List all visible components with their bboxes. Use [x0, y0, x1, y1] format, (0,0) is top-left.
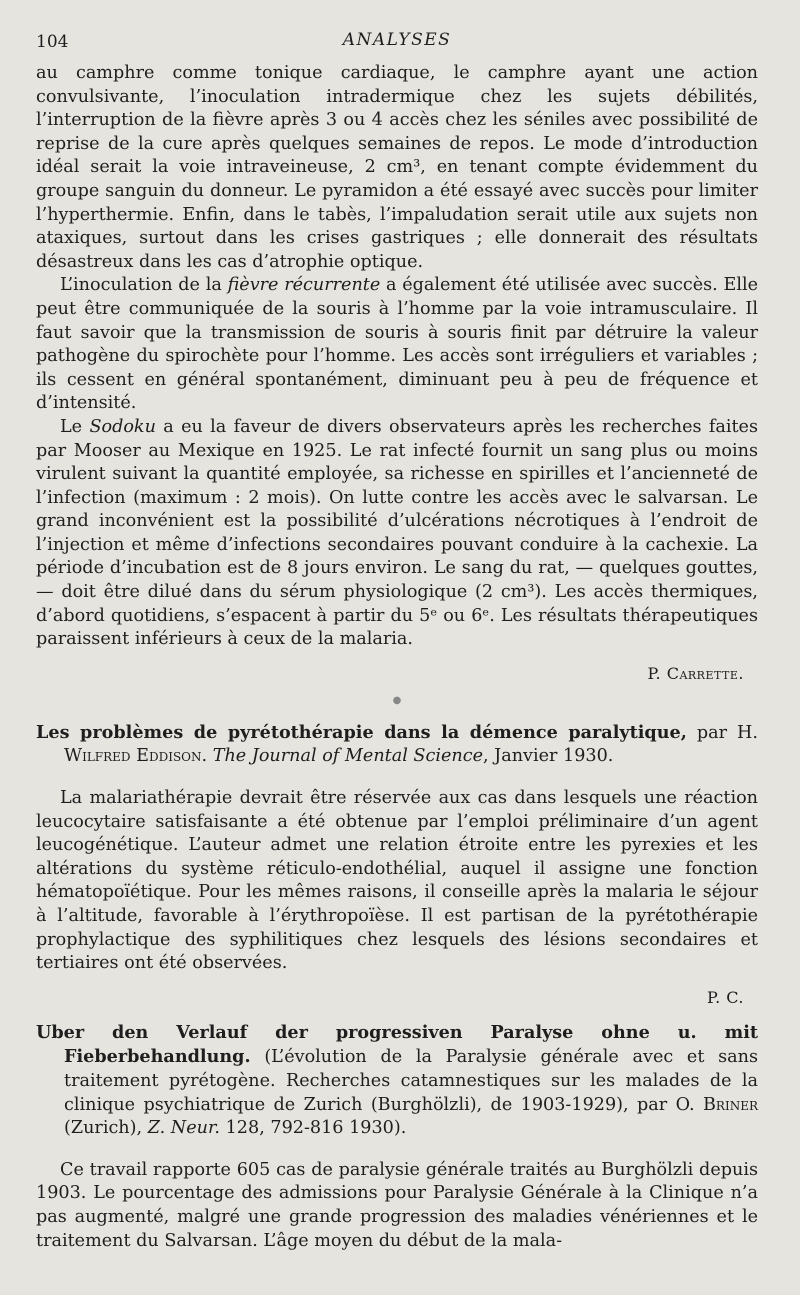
spacer [36, 769, 758, 787]
paragraph-fievre-recurrente [36, 274, 758, 416]
signature [36, 988, 744, 1007]
separator-dot: ● [392, 694, 402, 706]
author-name: Wilfred Eddison [64, 746, 202, 767]
text-run: L’inoculation de la [60, 275, 228, 296]
article-heading [36, 721, 758, 769]
article-title: Les problèmes de pyrétothérapie dans la démence paralytique, [36, 721, 687, 743]
text-run: . [201, 746, 213, 767]
text-run: par H. [686, 722, 758, 743]
article-heading [36, 1021, 758, 1141]
text-run: a également été utilisée avec succès. Elle peut être communiquée de la souris à l’homme par la voie intramusculaire. Il faut savoir que la transmission de souris à souris finit par détruire la valeur pathogène du spirochète pour l’homme. Les accès sont irréguliers et variables ; ils cessent en général spontanément, diminuant peu à peu de fréquence et d’intensité. [36, 275, 759, 414]
intro-section [36, 62, 758, 683]
page-header [36, 28, 758, 62]
signature-text: P. Carrette. [647, 663, 744, 683]
paragraph-continuation: au camphre comme tonique cardiaque, le camphre ayant une action convulsivante, l’inoculation intradermique chez les sujets débilités, l’interruption de la fièvre après 3 ou 4 accès chez les séniles avec possibilité de reprise de la cure après quelques semaines de repos. Le mode d’introduction idéal serait la voie intraveineuse, 2 cm³, en tenant compte évidemment du groupe sanguin du donneur. Le pyramidon a été essayé avec succès pour limiter l’hyperthermie. Enfin, dans le tabès, l’impaludation serait utile aux sujets non ataxiques, surtout dans les crises gastriques ; elle donnerait des résultats désastreux dans les cas d’atrophie optique. [36, 63, 758, 272]
author-name: Briner [703, 1094, 758, 1115]
paragraph-sodoku [36, 416, 758, 652]
article-title: Uber den Verlauf der progressiven Paralyse ohne u. mit Fieberbehandlung. [36, 1021, 758, 1068]
running-head: ANALYSES [342, 30, 452, 50]
text-run: Le [60, 416, 90, 437]
signature [36, 664, 744, 683]
article-body: Ce travail rapporte 605 cas de paralysie générale traités au Burghölzli depuis 1903. Le pourcentage des admissions pour Paralysie Générale à la Clinique n’a pas augmenté, malgré une grande progression des maladies vénériennes et le traitement du Salvarsan. L’âge moyen du début de la mala- [36, 1159, 758, 1251]
article-briner [36, 1021, 758, 1253]
italic-term: fièvre récurrente [227, 275, 381, 296]
text-run: (L’évolution de la Paralysie générale avec et sans traitement pyrétogène. Recherches catamnestiques sur les malades de la clinique psychiatrique de Zurich (Burghölzli), de 1903-1929), par O. [64, 1047, 758, 1115]
text-run: , Janvier 1930. [482, 746, 614, 767]
text-run: a eu la faveur de divers observateurs après les recherches faites par Mooser au Mexique en 1925. Le rat infecté fournit un sang plus ou moins virulent suivant la quantité employée, sa richesse en spirilles et l’ancienneté de l’infection (maximum : 2 mois). On lutte contre les accès avec le salvarsan. Le grand inconvénient est la possibilité d’ulcérations nécrotiques à l’endroit de l’injection et même d’infections secondaires pouvant conduire à la cachexie. La période d’incubation est de 8 jours environ. Le sang du rat, — quelques gouttes, — doit être dilué dans du sérum physiologique (2 cm³). Les accès thermiques, d’abord quotidiens, s’espacent à partir du 5ᵉ ou 6ᵉ. Les résultats thérapeutiques paraissent inférieurs à ceux de la malaria. [36, 416, 758, 650]
text-run: 128, 792-816 1930). [220, 1118, 407, 1139]
article-body: La malariathérapie devrait être réservée aux cas dans lesquels une réaction leucocytaire satisfaisante a été obtenue par l’emploi préliminaire d’un agent leucogénétique. L’auteur admet une relation étroite entre les pyrexies et les altérations du système réticulo-endothélial, auquel il assigne une fonction hématopoïétique. Pour les mêmes raisons, il conseille après la malaria le séjour à l’altitude, favorable à l’érythropoïèse. Il est partisan de la pyrétothérapie prophylactique des syphilitiques chez lesquels des lésions secondaires et tertiaires ont été observées. [36, 788, 758, 974]
italic-term: Sodoku [89, 416, 156, 437]
journal-name: Z. Neur. [147, 1118, 221, 1139]
page-number: 104 [36, 32, 69, 52]
spacer [36, 1141, 758, 1159]
signature-text: P. C. [707, 987, 744, 1007]
article-eddison [36, 721, 758, 1007]
journal-name: The Journal of Mental Science [212, 746, 483, 767]
text-run: (Zurich), [64, 1118, 148, 1139]
